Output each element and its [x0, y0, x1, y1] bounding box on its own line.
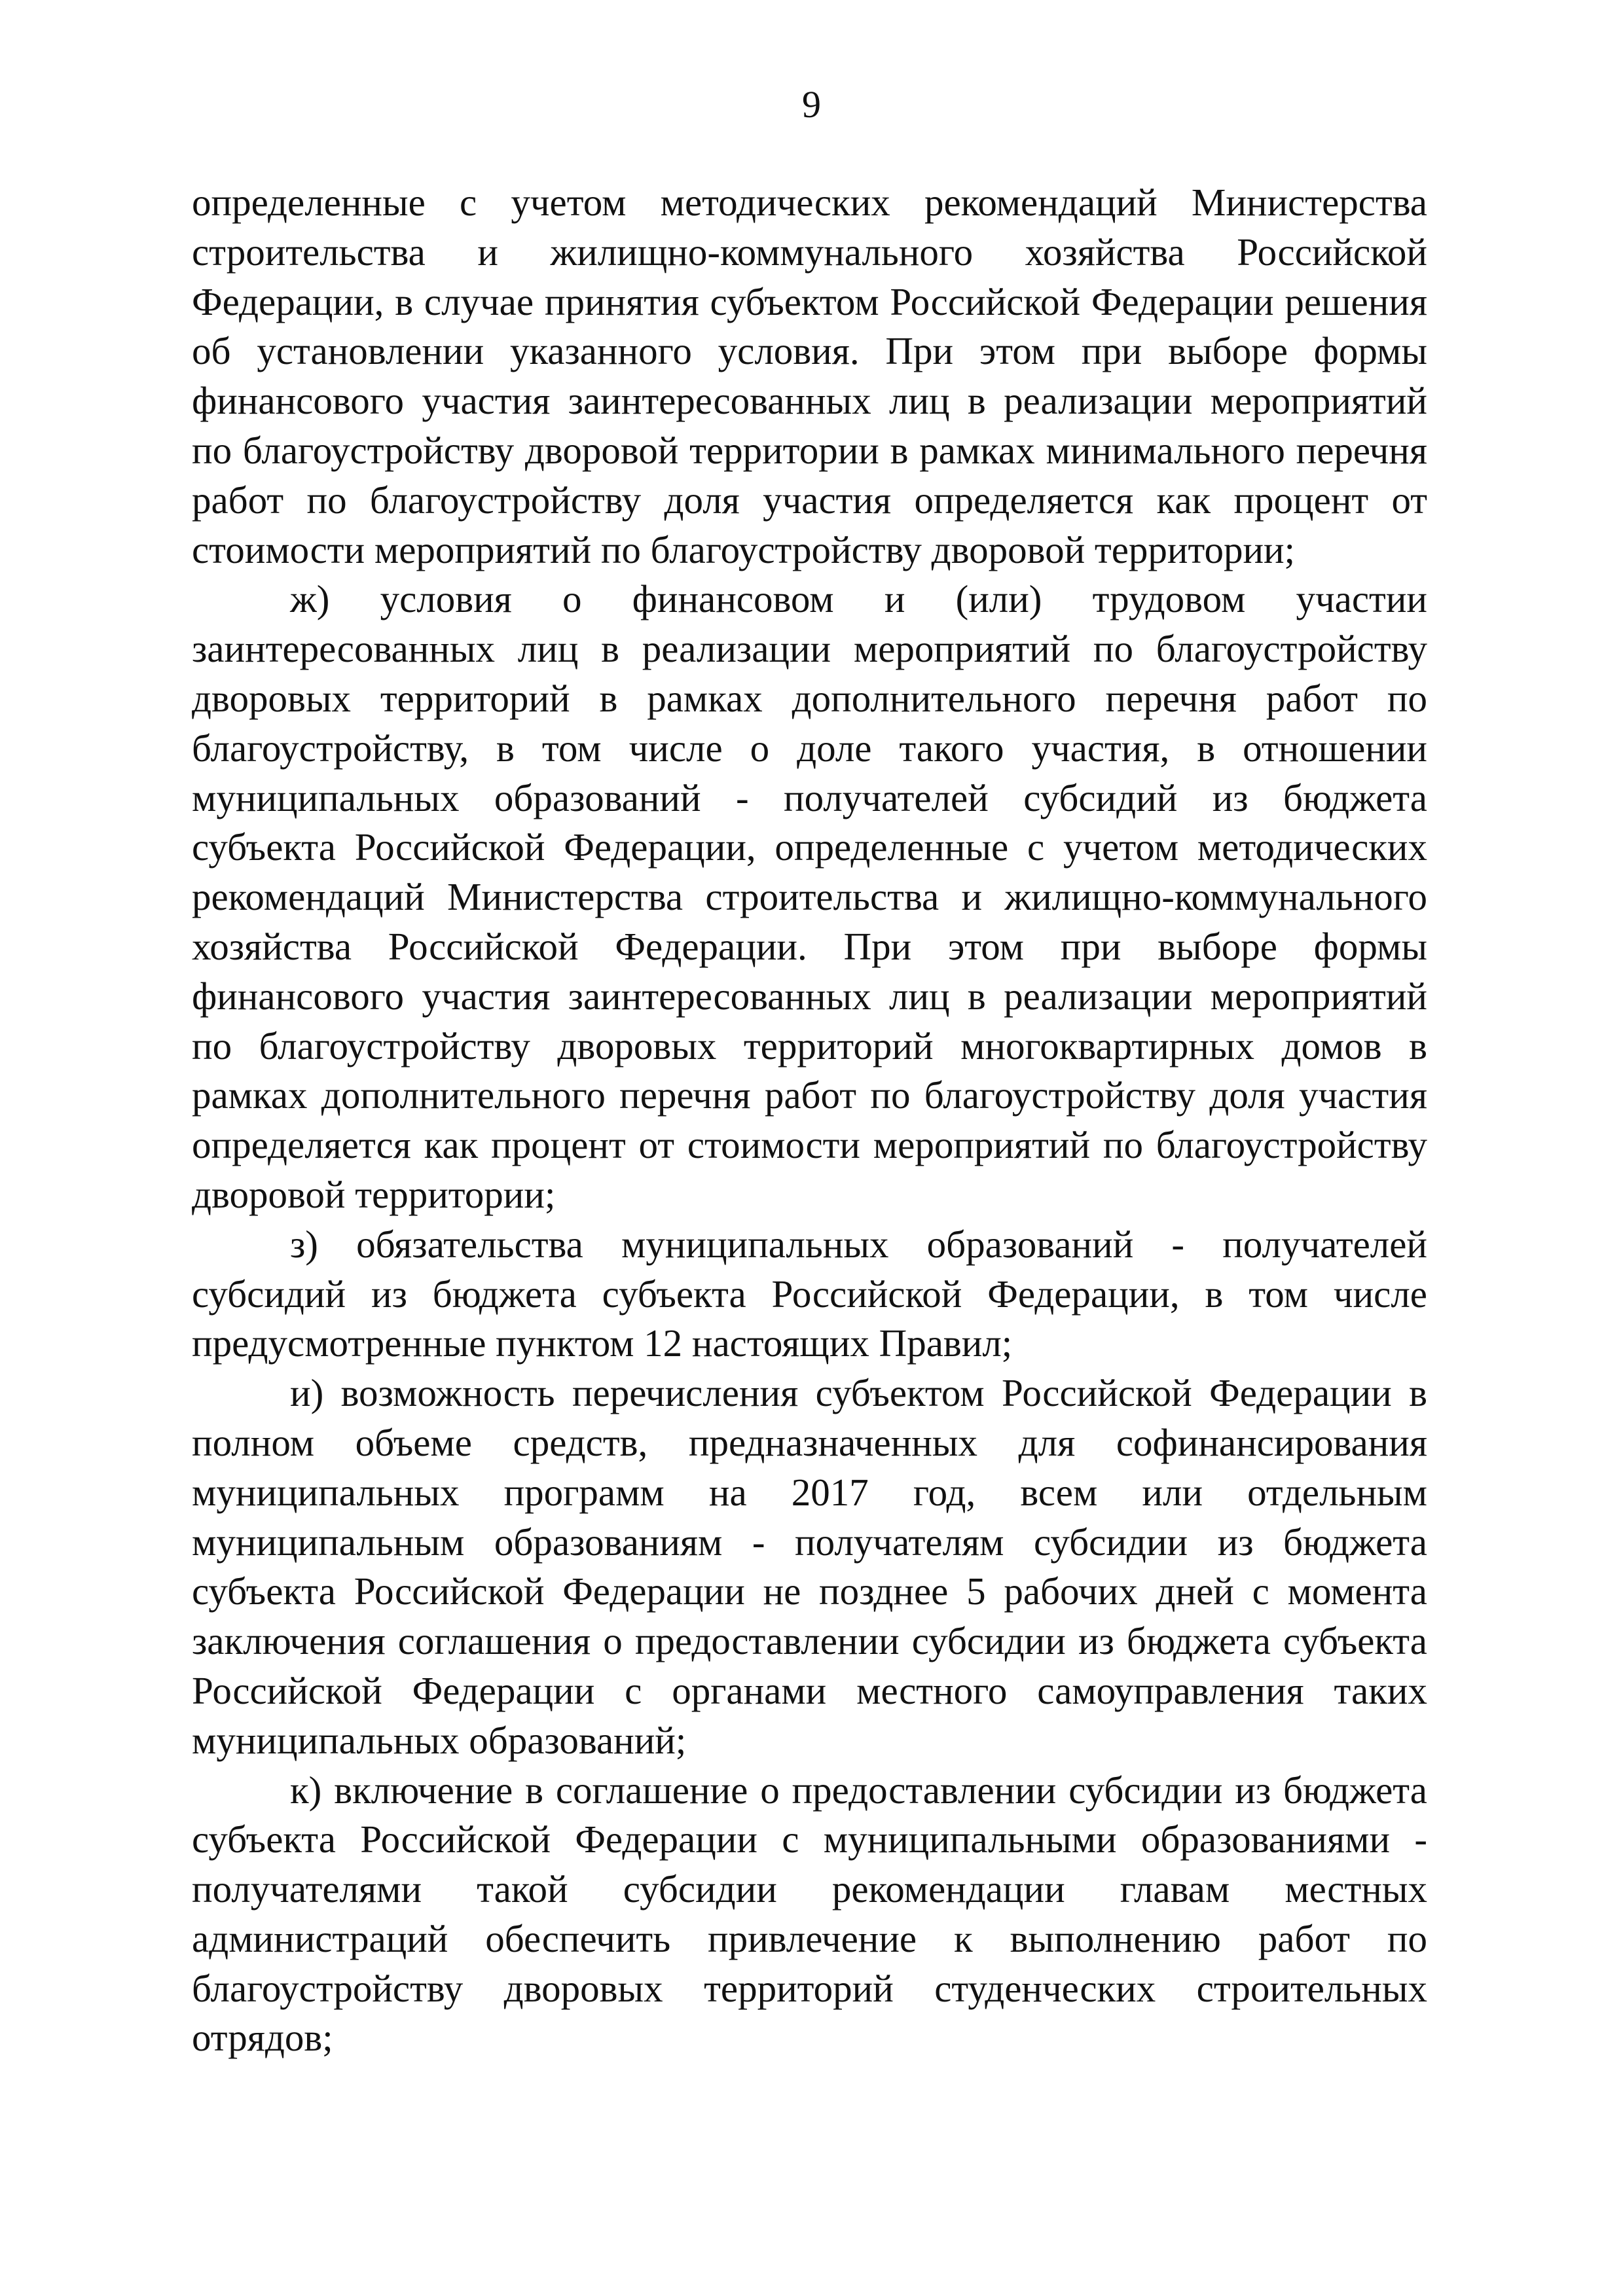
paragraph-item-i: и) возможность перечисления субъектом Российской Федерации в полном объеме средств, предназначенных для софинансирования муниципальных программ на 2017 год, всем или отдельным муниципальным образованиям - получателям субсидии из бюджета субъекта Российской Федерации не позднее 5 рабочих дней с момента заключения соглашения о предоставлении субсидии из бюджета субъекта Российской Федерации с органами местного самоуправления таких муниципальных образований; — [192, 1371, 1427, 1762]
paragraph-item-k: к) включение в соглашение о предоставлении субсидии из бюджета субъекта Российской Федерации с муниципальными образованиями - получателями такой субсидии рекомендации главам местных администраций обеспечить привлечение к выполнению работ по благоустройству дворовых территорий студенческих строительных отрядов; — [192, 1768, 1427, 2060]
paragraph-item-zh: ж) условия о финансовом и (или) трудовом участии заинтересованных лиц в реализации мероприятий по благоустройству дворовых территорий в рамках дополнительного перечня работ по благоустройству, в том числе о доле такого участия, в отношении муниципальных образований - получателей субсидий из бюджета субъекта Российской Федерации, определенные с учетом методических рекомендаций Министерства строительства и жилищно-коммунального хозяйства Российской Федерации. При этом при выборе формы финансового участия заинтересованных лиц в реализации мероприятий по благоустройству дворовых территорий многоквартирных домов в рамках дополнительного перечня работ по благоустройству доля участия определяется как процент от стоимости мероприятий по благоустройству дворовой территории; — [192, 577, 1427, 1216]
page-number: 9 — [802, 83, 821, 126]
paragraph-continuation: определенные с учетом методических рекомендаций Министерства строительства и жилищно-коммунального хозяйства Российской Федерации, в случае принятия субъектом Российской Федерации решения об установлении указанного условия. При этом при выборе формы финансового участия заинтересованных лиц в реализации мероприятий по благоустройству дворовой территории в рамках минимального перечня работ по благоустройству доля участия определяется как процент от стоимости мероприятий по благоустройству дворовой территории; — [192, 181, 1427, 571]
paragraph-item-z: з) обязательства муниципальных образований - получателей субсидий из бюджета субъекта Российской Федерации, в том числе предусмотренные пунктом 12 настоящих Правил; — [192, 1222, 1427, 1365]
document-body — [192, 178, 1427, 2063]
